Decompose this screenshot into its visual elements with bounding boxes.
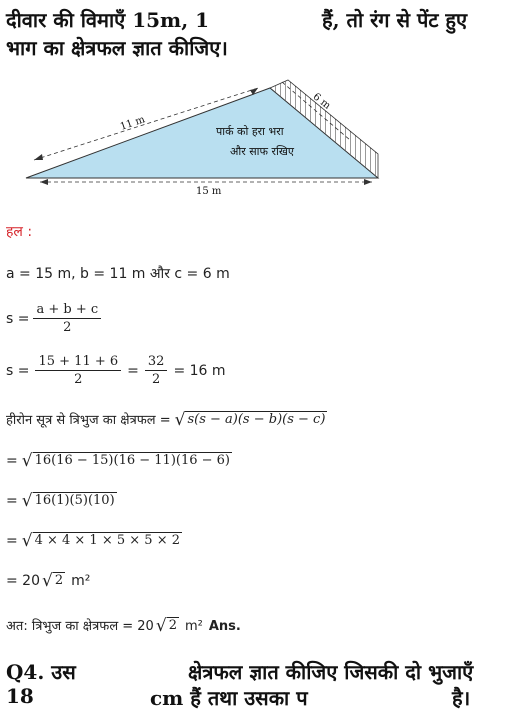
step1-equals: = [6, 453, 18, 469]
heron-text: हीरोन सूत्र से त्रिभुज का क्षेत्रफल = [6, 413, 171, 428]
question-line1-left: दीवार की विमाएँ 15m, 1 [6, 8, 210, 32]
step4-coefficient: = 20 [6, 573, 40, 589]
sign-line1: पार्क को हरा भरा [216, 125, 284, 138]
final-sqrt: √ 2 [155, 616, 177, 636]
step3-sqrt: √ 4 × 4 × 1 × 5 × 5 × 2 [21, 531, 180, 551]
semi-perimeter-calc [6, 354, 226, 387]
step2-equals: = [6, 493, 18, 509]
s2-equals: = [127, 362, 139, 379]
step1-line [6, 452, 232, 469]
q4-text: क्षेत्रफल ज्ञात कीजिए जिसकी दो भुजाएँ [188, 660, 474, 684]
s2-fraction2 [145, 354, 168, 387]
final-radicand: 2 [168, 618, 177, 633]
step3-line [6, 532, 182, 549]
step4-line [6, 572, 90, 589]
s2-fraction1 [35, 354, 121, 387]
step2-sqrt: √ 16(1)(5)(10) [21, 491, 115, 511]
s-numerator: a + b + c [33, 302, 101, 319]
q4-label: Q4. उस [6, 660, 76, 684]
step4-unit: m² [71, 573, 91, 589]
right-side-label: 6 m [310, 91, 333, 112]
s2-denominator1: 2 [74, 372, 83, 387]
heron-sqrt: √ s(s − a)(s − b)(s − c) [174, 410, 326, 430]
q4-line2-left: 18 [6, 684, 34, 708]
s-denominator: 2 [63, 320, 72, 335]
q4-line2-right: है। [452, 686, 471, 710]
s2-numerator1: 15 + 11 + 6 [35, 354, 121, 371]
question-line1-right: हैं, तो रंग से पेंट हुए [322, 8, 468, 32]
step3-equals: = [6, 533, 18, 549]
heron-formula-line [6, 410, 327, 428]
q4-line2-mid: cm हैं तथा उसका प [150, 686, 308, 710]
s2-numerator2: 32 [145, 354, 168, 371]
solution-heading: हल : [6, 224, 33, 240]
final-ans: Ans. [208, 619, 241, 634]
step4-radicand: 2 [54, 573, 64, 588]
heron-radicand: s(s − a)(s − b)(s − c) [187, 412, 326, 427]
question-line2: भाग का क्षेत्रफल ज्ञात कीजिए। [6, 36, 228, 60]
s2-label: s = [6, 362, 30, 379]
s-label: s = [6, 310, 30, 327]
step1-radicand: 16(16 − 15)(16 − 11)(16 − 6) [34, 453, 231, 468]
step2-radicand: 16(1)(5)(10) [34, 493, 115, 508]
final-answer-line [6, 616, 241, 634]
final-text: अत: त्रिभुज का क्षेत्रफल = 20 [6, 619, 154, 634]
step2-line [6, 492, 117, 509]
left-side-label: 11 m [118, 114, 147, 133]
s2-denominator2: 2 [152, 372, 161, 387]
sign-line2: और साफ रखिए [230, 145, 294, 158]
s-fraction [33, 302, 101, 335]
semi-perimeter-formula [6, 302, 101, 335]
step4-sqrt: √ 2 [42, 571, 64, 591]
base-label: 15 m [196, 186, 222, 197]
step3-radicand: 4 × 4 × 1 × 5 × 5 × 2 [34, 533, 180, 548]
final-unit: m² [184, 619, 203, 634]
step1-sqrt: √ 16(16 − 15)(16 − 11)(16 − 6) [21, 451, 231, 471]
given-values: a = 15 m, b = 11 m और c = 6 m [6, 266, 230, 282]
s2-result: = 16 m [173, 362, 226, 379]
